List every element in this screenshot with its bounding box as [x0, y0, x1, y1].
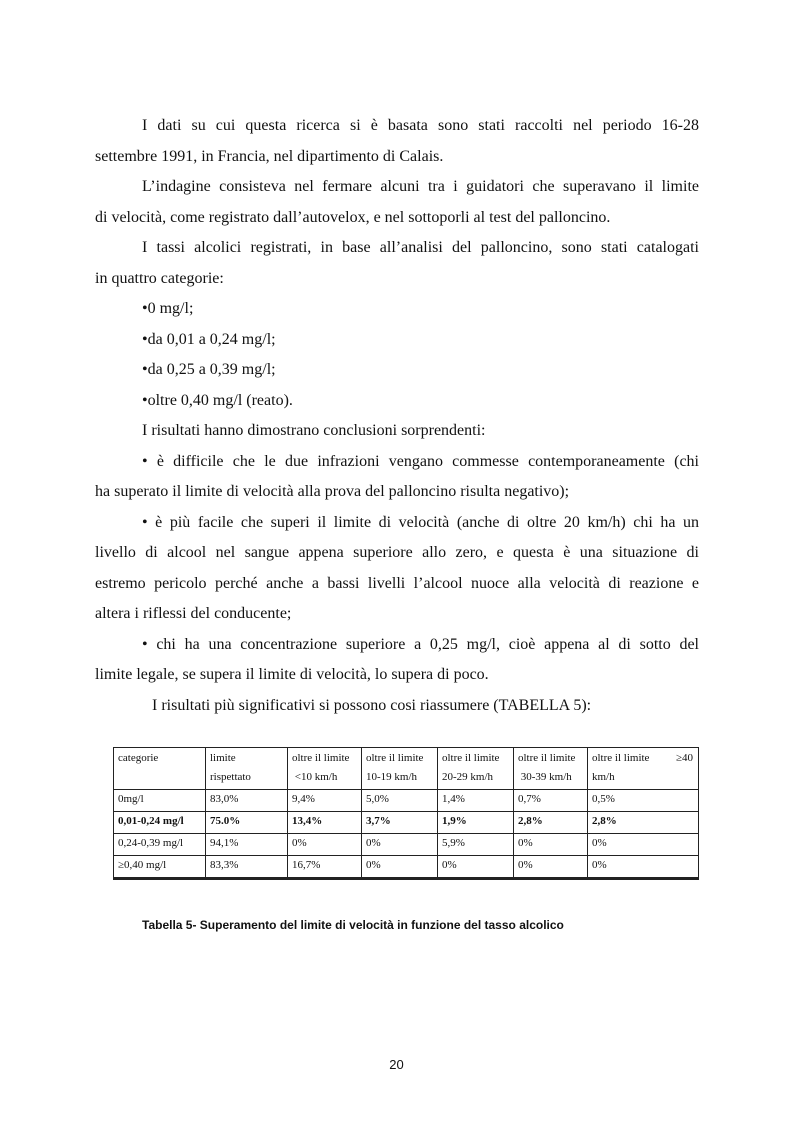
- category-item: •0 mg/l;: [142, 300, 194, 317]
- bullet-line: altera i riflessi del conducente;: [95, 605, 292, 622]
- category-item: •da 0,25 a 0,39 mg/l;: [142, 361, 276, 378]
- header-cell: [362, 748, 438, 790]
- table-cell: 0%: [362, 834, 438, 856]
- paragraph-line: di velocità, come registrato dall’autovelox, e nel sottoporli al test del palloncino.: [95, 208, 611, 226]
- table-row: [114, 834, 699, 856]
- header-cell: [114, 748, 206, 790]
- header-label: 10-19 km/h: [366, 771, 418, 783]
- table-cell: 0,01-0,24 mg/l: [114, 812, 206, 834]
- body-text: [95, 111, 699, 721]
- header-cell: [514, 748, 588, 790]
- table-cell: 0%: [514, 856, 588, 879]
- header-cell: [438, 748, 514, 790]
- header-cell: [588, 748, 699, 790]
- paragraph-line: in quattro categorie:: [95, 269, 224, 287]
- table-cell: 0mg/l: [114, 790, 206, 812]
- header-cell: [288, 748, 362, 790]
- table-cell: 94,1%: [206, 834, 288, 856]
- header-label: oltre il limite: [442, 752, 500, 764]
- header-label: oltre il limite: [292, 752, 350, 764]
- table-cell: 1,9%: [438, 812, 514, 834]
- bullet-line: • chi ha una concentrazione superiore a 0,25 mg/l, cioè appena al di sotto del: [142, 635, 699, 653]
- paragraph-line: I tassi alcolici registrati, in base all’analisi del palloncino, sono stati catalogati: [142, 239, 699, 256]
- table-cell: 75.0%: [206, 812, 288, 834]
- table-cell: 2,8%: [588, 812, 699, 834]
- table-intro: I risultati più significativi si possono cosi riassumere (TABELLA 5):: [152, 696, 592, 714]
- bullet-line: estremo pericolo perché anche a bassi livelli l’alcool nuoce alla velocità di reazione e: [95, 574, 699, 592]
- table-cell: 0,7%: [514, 790, 588, 812]
- table-cell: 0%: [514, 834, 588, 856]
- header-label: 20-29 km/h: [442, 771, 494, 783]
- category-item: •da 0,01 a 0,24 mg/l;: [142, 330, 276, 348]
- table-cell: 83,0%: [206, 790, 288, 812]
- table-caption: Tabella 5- Superamento del limite di velocità in funzione del tasso alcolico: [142, 918, 564, 932]
- bullet-line: • è difficile che le due infrazioni vengano commesse contemporaneamente (chi: [142, 452, 699, 470]
- table-row: [114, 812, 699, 834]
- table-cell: 0%: [588, 834, 699, 856]
- table-cell: 0,5%: [588, 790, 699, 812]
- header-label: oltre il limite: [592, 752, 650, 764]
- table-cell: ≥0,40 mg/l: [114, 856, 206, 879]
- header-label: categorie: [118, 752, 159, 764]
- table-cell: 0%: [288, 834, 362, 856]
- bullet-line: limite legale, se supera il limite di velocità, lo supera di poco.: [95, 666, 489, 683]
- page-number: 20: [389, 1057, 404, 1072]
- table-row: [114, 790, 699, 812]
- table-cell: 9,4%: [288, 790, 362, 812]
- header-label: <10 km/h: [294, 771, 338, 783]
- bullet-line: ha superato il limite di velocità alla prova del palloncino risulta negativo);: [95, 483, 570, 500]
- table-row: [114, 856, 699, 879]
- bullet-line: livello di alcool nel sangue appena superiore allo zero, e questa è una situazione di: [95, 544, 699, 561]
- paragraph-line: settembre 1991, in Francia, nel dipartimento di Calais.: [95, 147, 444, 165]
- table-cell: 0%: [588, 856, 699, 879]
- paragraph-line: L’indagine consisteva nel fermare alcuni tra i guidatori che superavano il limite: [142, 178, 699, 195]
- header-label: oltre il limite: [366, 752, 424, 764]
- header-cell: [206, 748, 288, 790]
- paragraph-line: I dati su cui questa ricerca si è basata sono stati raccolti nel periodo 16-28: [142, 117, 699, 134]
- table-cell: 13,4%: [288, 812, 362, 834]
- table-cell: 5,0%: [362, 790, 438, 812]
- table-header-row: [114, 748, 699, 790]
- bullet-line: • è più facile che superi il limite di velocità (anche di oltre 20 km/h) chi ha un: [142, 513, 699, 531]
- table-cell: 3,7%: [362, 812, 438, 834]
- header-label: ≥40: [675, 752, 693, 764]
- header-label: 30-39 km/h: [520, 771, 572, 783]
- header-label: limite: [210, 752, 236, 764]
- table-cell: 0,24-0,39 mg/l: [114, 834, 206, 856]
- header-label: km/h: [592, 771, 615, 783]
- table-cell: 16,7%: [288, 856, 362, 879]
- header-label: oltre il limite: [518, 752, 576, 764]
- table-cell: 0%: [438, 856, 514, 879]
- header-label: rispettato: [210, 771, 251, 783]
- table-cell: 83,3%: [206, 856, 288, 879]
- paragraph-line: I risultati hanno dimostrano conclusioni sorprendenti:: [142, 422, 486, 439]
- table-cell: 5,9%: [438, 834, 514, 856]
- category-item: •oltre 0,40 mg/l (reato).: [142, 391, 293, 409]
- table-cell: 1,4%: [438, 790, 514, 812]
- speed-alcohol-table: [113, 747, 699, 880]
- table-cell: 0%: [362, 856, 438, 879]
- table-cell: 2,8%: [514, 812, 588, 834]
